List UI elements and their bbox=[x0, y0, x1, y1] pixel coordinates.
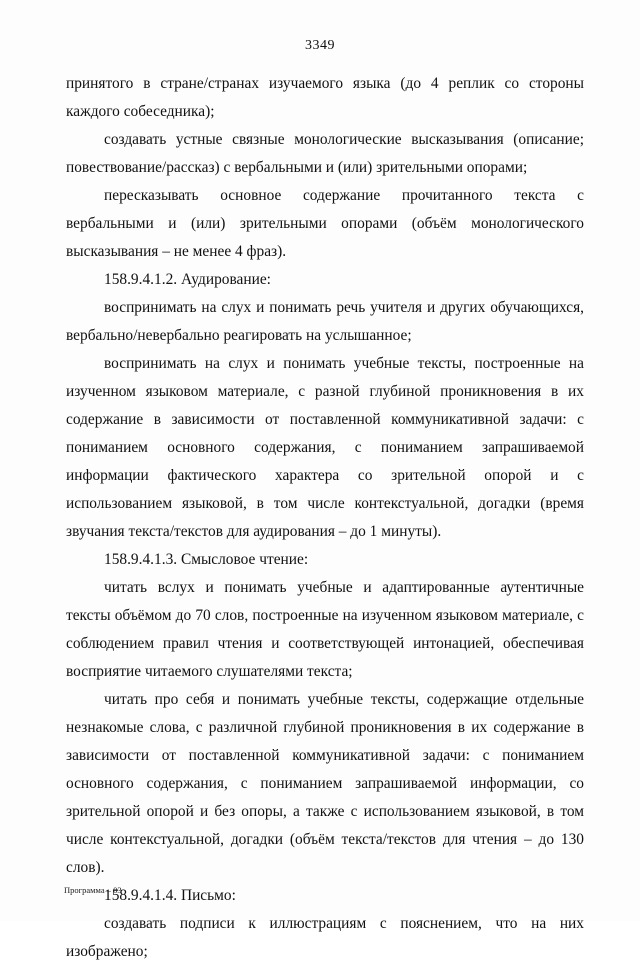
body-text bbox=[66, 70, 584, 966]
paragraph: создавать подписи к иллюстрациям с пояснением, что на них изображено; bbox=[66, 915, 584, 960]
section-heading: 158.9.4.1.2. Аудирование: bbox=[104, 271, 271, 288]
section-heading: 158.9.4.1.4. Письмо: bbox=[104, 887, 236, 904]
paragraph: воспринимать на слух и понимать речь учителя и других обучающихся, вербально/невербально реагировать на услышанное; bbox=[66, 299, 584, 344]
paragraph-continuation: принятого в стране/странах изучаемого языка (до 4 реплик со стороны каждого собеседника); bbox=[66, 75, 584, 120]
page-number: 3349 bbox=[305, 38, 335, 53]
footer-label: Программа – 03 bbox=[64, 885, 122, 895]
paragraph: читать вслух и понимать учебные и адаптированные аутентичные тексты объёмом до 70 слов, построенные на изученном языковом материале, с соблюдением правил чтения и соответствующей интонацией, обеспечивая восприятие читаемого слушателями текста; bbox=[66, 579, 584, 680]
section-heading: 158.9.4.1.3. Смысловое чтение: bbox=[104, 551, 309, 568]
paragraph: создавать устные связные монологические высказывания (описание; повествование/рассказ) с вербальными и (или) зрительными опорами; bbox=[66, 131, 584, 176]
paragraph: пересказывать основное содержание прочитанного текста с вербальными и (или) зрительными опорами (объём монологического высказывания – не менее 4 фраз). bbox=[66, 187, 584, 260]
paragraph: читать про себя и понимать учебные тексты, содержащие отдельные незнакомые слова, с различной глубиной проникновения в их содержание в зависимости от поставленной коммуникативной задачи: с пониманием основного содержания, с пониманием запрашиваемой информации, со зрительной опорой и без опоры, а также с использованием языковой, в том числе контекстуальной, догадки (объём текста/текстов для чтения – до 130 слов). bbox=[66, 691, 584, 876]
paragraph: воспринимать на слух и понимать учебные тексты, построенные на изученном языковом материале, с разной глубиной проникновения в их содержание в зависимости от поставленной коммуникативной задачи: с пониманием основного содержания, с пониманием запрашиваемой информации фактического характера со зрительной опорой и с использованием языковой, в том числе контекстуальной, догадки (время звучания текста/текстов для аудирования – до 1 минуты). bbox=[66, 355, 584, 540]
